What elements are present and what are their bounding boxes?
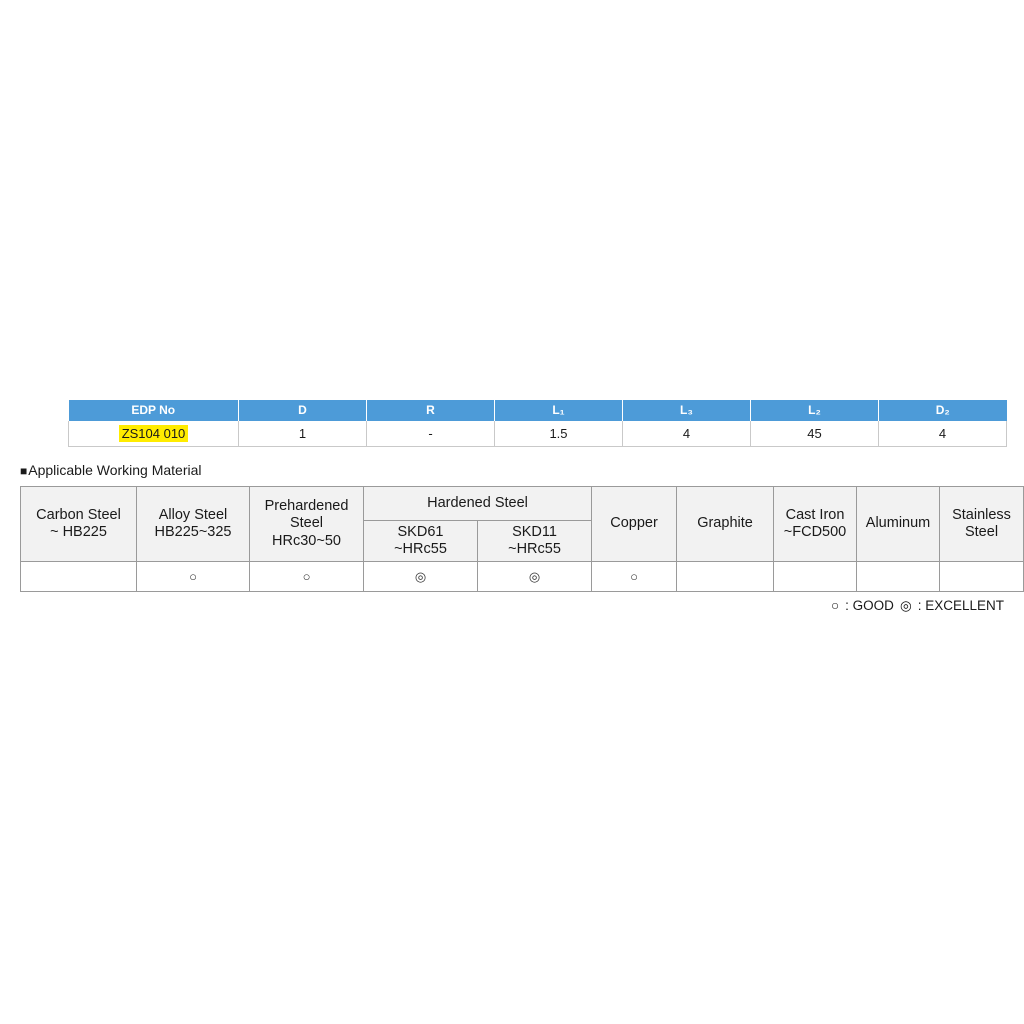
rating-aluminum (857, 562, 940, 592)
material-head-hardened-steel-group: Hardened Steel (364, 487, 592, 521)
rating-alloy-steel: ○ (137, 562, 250, 592)
material-head-copper: Copper (592, 487, 677, 562)
legend-excellent-label: : EXCELLENT (917, 598, 1004, 613)
material-head-aluminum: Aluminum (857, 487, 940, 562)
applicable-material-table (20, 486, 1024, 592)
spec-header-row (69, 400, 1007, 421)
material-head-cast-iron: Cast Iron ~FCD500 (774, 487, 857, 562)
applicable-material-heading (20, 462, 202, 478)
material-head-skd61: SKD61 ~HRc55 (364, 520, 478, 561)
material-header-row-top (21, 487, 1024, 521)
rating-copper: ○ (592, 562, 677, 592)
square-bullet-icon: ■ (20, 464, 28, 478)
legend-good-symbol: ○ (831, 598, 840, 613)
rating-stainless-steel (940, 562, 1024, 592)
material-head-prehardened-steel: Prehardened Steel HRc30~50 (250, 487, 364, 562)
material-head-alloy-steel: Alloy Steel HB225~325 (137, 487, 250, 562)
rating-skd11: ◎ (478, 562, 592, 592)
spec-header-d2: D₂ (879, 400, 1007, 421)
rating-prehardened-steel: ○ (250, 562, 364, 592)
spec-header-l1: L₁ (495, 400, 623, 421)
spec-header-d: D (239, 400, 367, 421)
spec-cell-d: 1 (239, 421, 367, 447)
material-head-carbon-steel: Carbon Steel ~ HB225 (21, 487, 137, 562)
applicable-material-title: Applicable Working Material (28, 462, 202, 478)
rating-legend (825, 598, 1004, 614)
spec-header-l2: L₂ (751, 400, 879, 421)
rating-skd61: ◎ (364, 562, 478, 592)
rating-carbon-steel (21, 562, 137, 592)
material-rating-row (21, 562, 1024, 592)
spec-cell-r: - (367, 421, 495, 447)
spec-header-l3: L₃ (623, 400, 751, 421)
spec-cell-edp (69, 421, 239, 447)
legend-good-label: : GOOD (845, 598, 894, 613)
rating-graphite (677, 562, 774, 592)
rating-cast-iron (774, 562, 857, 592)
spec-data-row (69, 421, 1007, 447)
edp-number-highlight: ZS104 010 (119, 425, 189, 442)
spec-cell-d2: 4 (879, 421, 1007, 447)
legend-excellent-symbol: ◎ (899, 598, 912, 613)
spec-cell-l2: 45 (751, 421, 879, 447)
material-head-stainless-steel: Stainless Steel (940, 487, 1024, 562)
specification-table (68, 400, 1007, 447)
spec-header-edp: EDP No (69, 400, 239, 421)
material-head-graphite: Graphite (677, 487, 774, 562)
spec-cell-l1: 1.5 (495, 421, 623, 447)
spec-cell-l3: 4 (623, 421, 751, 447)
spec-header-r: R (367, 400, 495, 421)
material-head-skd11: SKD11 ~HRc55 (478, 520, 592, 561)
